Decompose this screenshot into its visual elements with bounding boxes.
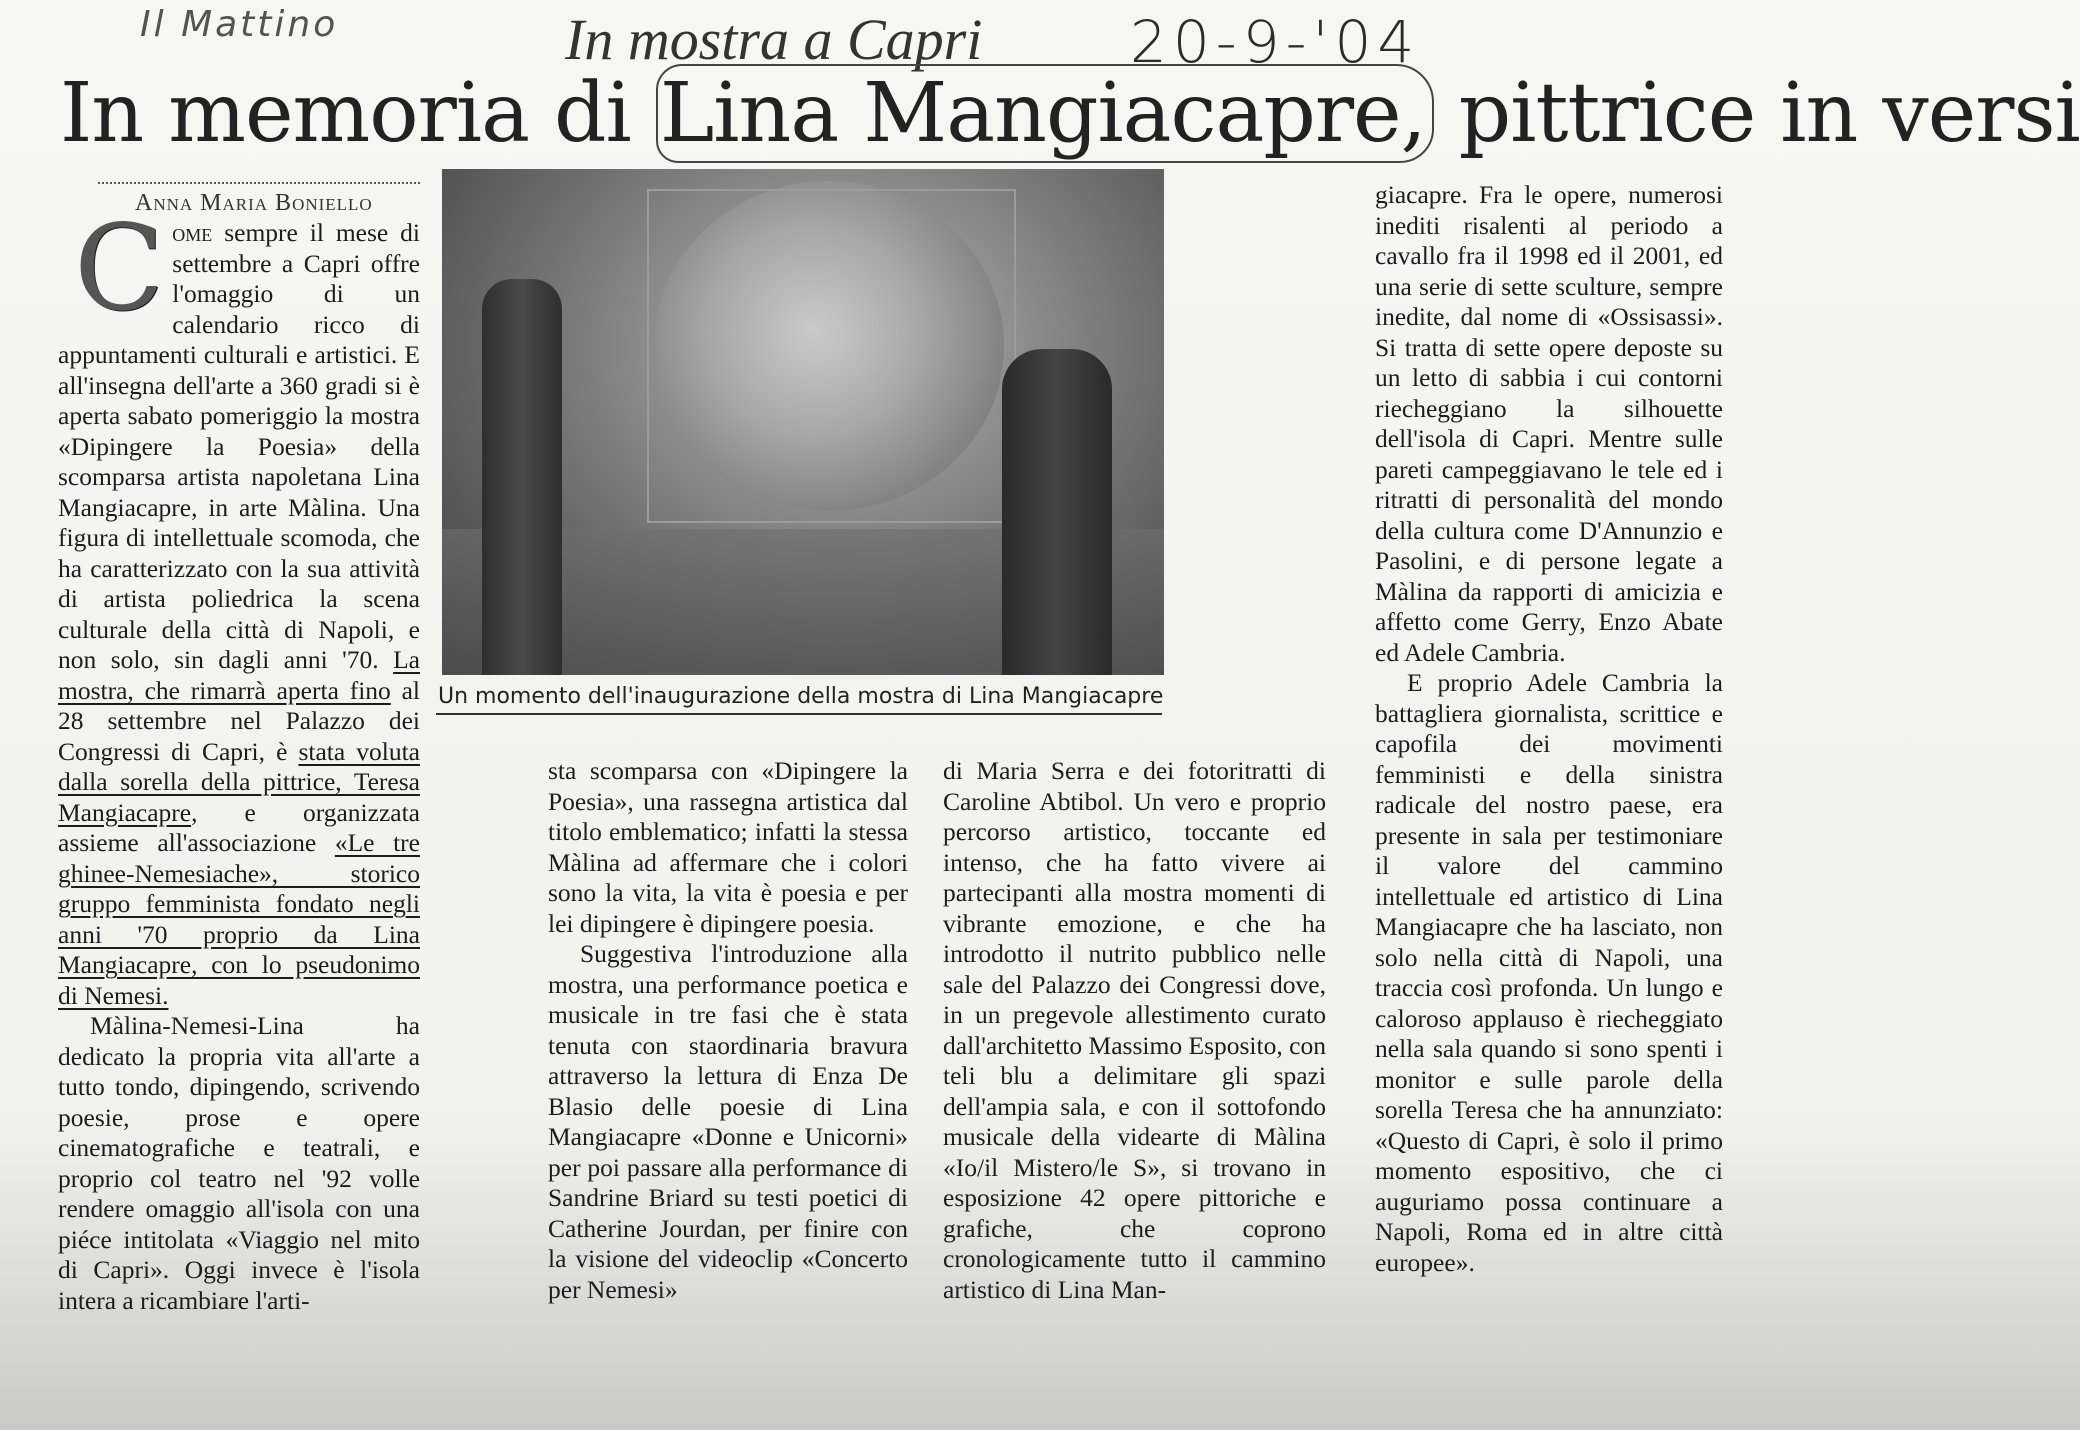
dropcap: C <box>74 199 165 337</box>
byline: Anna Maria Boniello <box>135 190 373 216</box>
col1-paragraph-2: Màlina-Nemesi-Lina ha dedicato la propria vita all'arte a tutto tondo, dipingendo, scrivendo poesie, prose e opere cinematografiche e teatrali, e proprio col teatro nel '92 volle rendere omaggio all'isola con una piéce intitolata «Viaggio nel mito di Capri». Oggi invece è l'isola intera a ricambiare l'arti- <box>58 1011 420 1315</box>
underlined-passage-1: La mostra, che rimarrà aperta fino <box>58 645 420 705</box>
headline-part2: pittrice in versi <box>1433 66 2080 161</box>
article-column-2 <box>548 756 908 1305</box>
photo-person-left <box>482 279 562 675</box>
event-photo <box>442 169 1164 675</box>
headline-circled-name: Lina Mangiacapre, <box>656 64 1434 163</box>
handwritten-newspaper-name: Il Mattino <box>140 4 339 45</box>
col4-paragraph-1: giacapre. Fra le opere, numerosi inediti risalenti al periodo a cavallo fra il 1998 ed il 2001, ed una serie di sette sculture, sempre inedite, dal nome di «Ossisassi». Si tratta di sette opere deposte su un letto di sabbia i cui contorni riecheggiano la silhouette dell'isola di Capri. Mentre sulle pareti campeggiavano le tele ed i ritratti di personalità del mondo della cultura come D'Annunzio e Pasolini, e di persone legate a Màlina da rapporti di amicizia e affetto come Gerry, Enzo Abate ed Adele Cambria. <box>1375 180 1723 667</box>
article-column-3 <box>943 756 1326 1305</box>
headline <box>60 66 2080 161</box>
col2-paragraph-2: Suggestiva l'introduzione alla mostra, una performance poetica e musicale in tre fasi che è stata tenuta con staordinaria bravura attraverso la lettura di Enza De Blasio delle poesie di Lina Mangiacapre «Donne e Unicorni» per poi passare alla performance di Sandrine Briard su testi poetici di Catherine Jourdan, per finire con la visione del videoclip «Concerto per Nemesi» <box>548 939 908 1304</box>
photo-caption: Un momento dell'inaugurazione della mostra di Lina Mangiacapre <box>438 684 1164 709</box>
byline-rule <box>98 182 420 184</box>
photo-painting-frame <box>647 189 1016 523</box>
col3-paragraph-1: di Maria Serra e dei fotoritratti di Caroline Abtibol. Un vero e proprio percorso artistico, toccante ed intenso, che ha fatto vivere ai partecipanti alla mostra momenti di vibrante emozione, e che ha introdotto il nutrito pubblico nelle sale del Palazzo dei Congressi dove, in un pregevole allestimento curato dall'architetto Massimo Esposito, con teli blu a delimitare gli spazi dell'ampia sala, e con il sottofondo musicale della videarte di Màlina «Io/il Mistero/le S», si trovano in esposizione 42 opere pittoriche e grafiche, che coprono cronologicamente tutto il cammino artistico di Lina Man- <box>943 756 1326 1304</box>
underlined-passage-2: stata voluta dalla sorella della pittrice, Teresa Mangiacapre <box>58 736 421 827</box>
underlined-passage-3: «Le tre ghinee-Nemesiache», storico gruppo femminista fondato negli anni '70 proprio da Lina Mangiacapre, con lo pseudonimo di Nemesi. <box>58 828 420 1010</box>
photo-person-right <box>1002 349 1112 675</box>
col2-paragraph-1: sta scomparsa con «Dipingere la Poesia», una rassegna artistica dal titolo emblematico; infatti la stessa Màlina ad affermare che i colori sono la vita, la vita è poesia e per lei dipingere è dipingere poesia. <box>548 756 908 938</box>
col1-text-mid: al 28 settembre nel Palazzo dei Congressi di Capri, è <box>58 675 420 766</box>
kicker: In mostra a Capri <box>565 7 983 72</box>
lead-smallcaps: ome <box>172 218 213 247</box>
col4-paragraph-2: E proprio Adele Cambria la battagliera giornalista, scrittice e capofila dei movimenti femministi e della sinistra radicale del nostro paese, era presente in sala per testimoniare il valore del cammino intellettuale ed artistico di Lina Mangiacapre che ha lasciato, non solo nella città di Napoli, una traccia così profonda. Un lungo e caloroso applauso è riecheggiato nella sala quando si sono spenti i monitor e sulle parole della sorella Teresa che ha annunziato: «Questo di Capri, è solo il primo momento espositivo, che ci auguriamo possa continuare a Napoli, Roma ed in altre città europee». <box>1375 668 1723 1277</box>
article-column-4 <box>1375 180 1723 1278</box>
handwritten-date: 20-9-'04 <box>1130 8 1421 76</box>
col1-text-mid2: , e organizzata assieme all'associazione <box>58 797 420 857</box>
col1-text: sempre il mese di settembre a Capri offre l'omaggio di un calendario ricco di appuntamenti culturali e artistici. E all'insegna dell'arte a 360 gradi si è aperta sabato pomeriggio la mostra «Dipingere la Poesia» della scomparsa artista napoletana Lina Mangiacapre, in arte Màlina. Una figura di intellettuale scomoda, che ha caratterizzato con la sua attività di artista poliedrica la scena culturale della città di Napoli, e non solo, sin dagli anni '70. <box>58 218 420 674</box>
caption-rule <box>436 713 1162 715</box>
headline-part1: In memoria di <box>60 66 656 161</box>
